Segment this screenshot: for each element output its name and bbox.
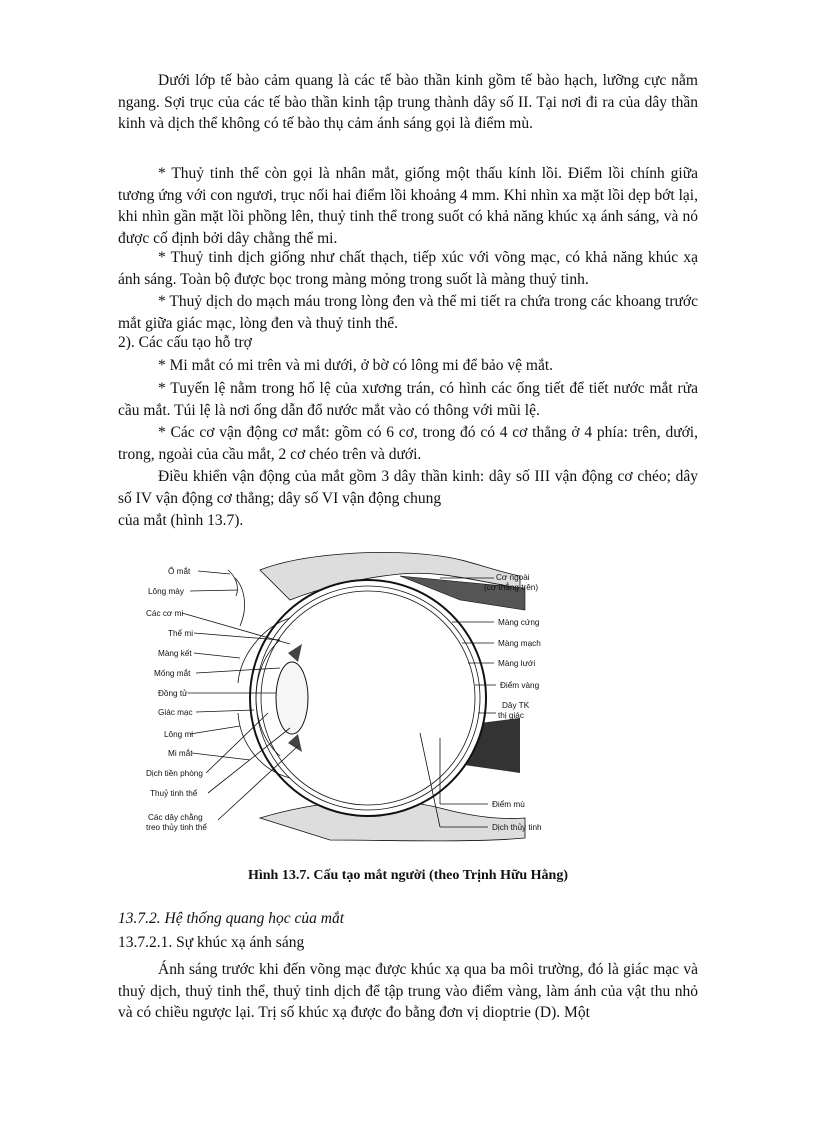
label-day-chang: Các dây chằng (148, 813, 203, 822)
paragraph-6: * Tuyến lệ nằm trong hố lệ của xương trán, có hình các ống tiết để tiết nước mắt rửa cầu mắt. Túi lệ là nơi ống dẫn đổ nước mắt vào có thông với mũi lệ. (118, 380, 698, 419)
label-giac-mac: Giác mạc (158, 708, 193, 717)
paragraph-9: Ánh sáng trước khi đến võng mạc được khúc xạ qua ba môi trường, đó là giác mạc và thuỷ dịch, thuỷ tinh thể, thuỷ tinh dịch để tập trung vào điểm vàng, làm ánh của vật thu nhỏ và có chiều ngược lại. Trị số khúc xạ được đo bằng đơn vị dioptrie (D). Một (118, 961, 698, 1022)
label-the-mi: Thể mi (168, 629, 194, 638)
figure-caption: Hình 13.7. Cấu tạo mắt người (theo Trịnh Hữu Hằng) (247, 868, 569, 883)
paragraph-3: * Thuỷ tinh dịch giống như chất thạch, tiếp xúc với võng mạc, có khả năng khúc xạ ánh sáng. Toàn bộ được bọc trong màng mỏng trong suốt là màng thuỷ tinh. (118, 249, 698, 288)
label-dong-tu: Đồng tử (158, 689, 188, 698)
label-dich-thuy-tinh: Dịch thủy tinh (492, 823, 542, 832)
label-co-ngoai: Cơ ngoài (496, 573, 530, 582)
paragraph-1: Dưới lớp tế bào cảm quang là các tế bào thần kinh gồm tế bào hạch, lưỡng cực nằm ngang. Sợi trục của các tế bào thần kinh tập trung thành dây số II. Tại nơi đi ra của dây thần kinh và dịch thể không có tế bào thụ cảm ánh sáng gọi là điểm mù. (118, 72, 698, 133)
label-mang-luoi: Màng lưới (498, 659, 536, 668)
label-day-tk: Dây TK (502, 701, 530, 710)
label-dich-tien-phong: Dịch tiền phòng (146, 769, 203, 778)
section-heading-2: 2). Các cấu tạo hỗ trợ (118, 334, 252, 351)
paragraph-7: * Các cơ vận động cơ mắt: gồm có 6 cơ, trong đó có 4 cơ thẳng ở 4 phía: trên, dưới, trong, ngoài của cầu mắt, 2 cơ chéo trên và dưới. (118, 424, 698, 463)
paragraph-2: * Thuỷ tinh thể còn gọi là nhân mắt, giống một thấu kính lồi. Điểm lồi chính giữa tương ứng với con ngươi, trục nối hai điểm lồi khoảng 4 mm. Khi nhìn xa mặt lồi dẹp bớt lại, khi nhìn gần mặt lồi phồng lên, thuỷ tinh thể trong suốt có khả năng khúc xạ ánh sáng, và nó được cố định bởi dây chằng thể mi. (118, 165, 698, 247)
lens (276, 662, 308, 734)
label-co-thang-tren: (cơ thẳng trên) (484, 583, 539, 592)
label-mong-mat: Mống mắt (154, 669, 191, 678)
label-thi-giac: thị giác (498, 711, 524, 720)
eye-anatomy-figure (140, 548, 585, 846)
section-heading-13-7-2: 13.7.2. Hệ thống quang học của mắt (118, 910, 345, 927)
label-long-mi: Lông mi (164, 730, 194, 739)
label-o-mat: Ổ mắt (168, 567, 191, 576)
paragraph-5: * Mi mắt có mi trên và mi dưới, ở bờ có lông mi để bảo vệ mắt. (158, 357, 554, 374)
label-mang-ket: Màng kết (158, 649, 192, 658)
paragraph-4: * Thuỷ dịch do mạch máu trong lòng đen và thể mi tiết ra chứa trong các khoang trước mắt giữa giác mạc, lòng đen và thuỷ tinh thể. (118, 293, 698, 332)
label-cac-co-mi: Các cơ mi (146, 609, 184, 618)
label-diem-mu: Điểm mù (492, 800, 525, 809)
paragraph-8: Điều khiển vận động của mắt gồm 3 dây thần kinh: dây số III vận động cơ chéo; dây số IV vận động cơ thẳng; dây số VI vận động chung (118, 468, 698, 507)
label-day-chang-2: treo thủy tinh thể (146, 823, 207, 832)
label-mi-mat: Mi mắt (168, 749, 193, 758)
label-thuy-tinh-the: Thuỷ tinh thể (150, 789, 198, 798)
label-mang-mach: Màng mạch (498, 639, 541, 648)
label-diem-vang: Điểm vàng (500, 681, 540, 690)
section-heading-13-7-2-1: 13.7.2.1. Sự khúc xạ ánh sáng (118, 934, 305, 951)
label-long-may: Lông mày (148, 587, 184, 596)
label-mang-cung: Màng cứng (498, 618, 540, 627)
paragraph-8-end: của mắt (hình 13.7). (118, 512, 244, 529)
